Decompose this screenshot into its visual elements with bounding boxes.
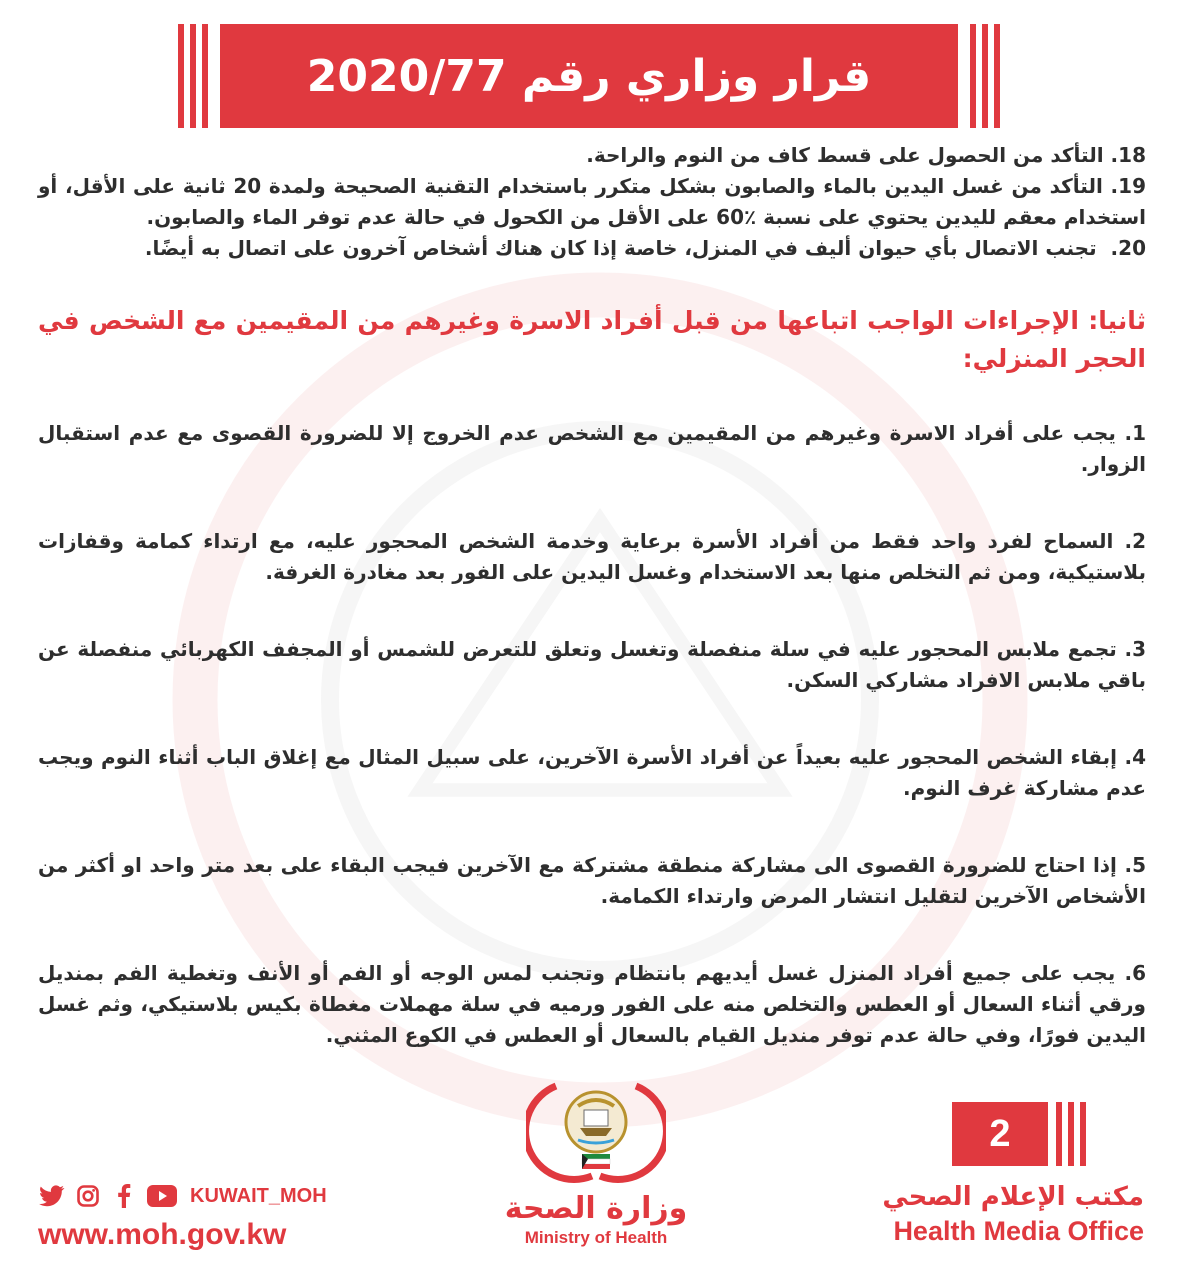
title-banner — [178, 24, 1000, 128]
office-name-en: Health Media Office — [893, 1216, 1144, 1246]
list-item: 6. يجب على جميع أفراد المنزل غسل أيديهم بانتظام وتجنب لمس الوجه أو الفم أو الأنف وتغطية الفم بمنديل ورقي أثناء السعال أو العطس والتخلص منه على الفور ورميه في سلة مهملات مغطاة بكيس بلاستيكي، وثم غسل اليدين فورًا، وفي حالة عدم توفر منديل القيام بالسعال أو العطس في الكوع المثني. — [38, 961, 1147, 1047]
ministry-name-ar: وزارة الصحة — [504, 1191, 688, 1226]
list-item: 19. التأكد من غسل اليدين بالماء والصابون بشكل متكرر باستخدام التقنية الصحيحة ولمدة 20 ثانية على الأقل، أو استخدام معقم لليدين يحتوي على نسبة ٪60 على الأقل من الكحول في حالة عدم توفر الماء والصابون. — [38, 174, 1146, 229]
list-item: 2. السماح لفرد واحد فقط من أفراد الأسرة برعاية وخدمة الشخص المحجور عليه، مع ارتداء كمامة وقفازات بلاستيكية، ومن ثم التخلص منها بعد الاستخدام وغسل اليدين على الفور بعد مغادرة الغرفة. — [38, 529, 1146, 584]
list-item: 20. تجنب الاتصال بأي حيوان أليف في المنزل، خاصة إذا كان هناك أشخاص آخرون على اتصال به أيضًا. — [144, 236, 1146, 260]
page-stripes — [1056, 1102, 1086, 1166]
office-name-ar: مكتب الإعلام الصحي — [882, 1182, 1144, 1212]
list-item: 4. إبقاء الشخص المحجور عليه بعيداً عن أفراد الأسرة الآخرين، على سبيل المثال مع إغلاق الباب أثناء النوم ويجب عدم مشاركة غرف النوم. — [38, 745, 1146, 800]
page-title: قرار وزاري رقم 2020/77 — [220, 24, 958, 128]
twitter-icon[interactable] — [38, 1182, 66, 1210]
banner-stripes-left — [178, 24, 208, 128]
ministry-emblem — [526, 1072, 666, 1184]
page-number: 2 — [952, 1102, 1048, 1166]
decree-content — [38, 140, 1146, 1051]
list-item: 1. يجب على أفراد الاسرة وغيرهم من المقيمين مع الشخص عدم الخروج إلا للضرورة القصوى مع عدم استقبال الزوار. — [38, 421, 1146, 476]
social-handle[interactable]: KUWAIT_MOH — [190, 1184, 327, 1207]
instagram-icon[interactable] — [74, 1182, 102, 1210]
youtube-icon[interactable] — [146, 1182, 178, 1210]
points-top-list — [38, 140, 1146, 264]
list-item: 3. تجمع ملابس المحجور عليه في سلة منفصلة وتغسل وتعلق للتعرض للشمس أو المجفف الكهربائي منفصلة عن باقي ملابس الافراد مشاركي السكن. — [38, 637, 1146, 692]
page-indicator — [952, 1102, 1142, 1166]
banner-stripes-right — [970, 24, 1000, 128]
ministry-branding — [486, 1072, 706, 1248]
section-heading: ثانيا: الإجراءات الواجب اتباعها من قبل أفراد الاسرة وغيرهم من المقيمين مع الشخص في الحجر المنزلي: — [38, 306, 1146, 373]
social-links — [38, 1178, 328, 1214]
list-item: 5. إذا احتاج للضرورة القصوى الى مشاركة منطقة مشتركة مع الآخرين فيجب البقاء على بعد متر واحد او أكثر من الأشخاص الآخرين لتقليل انتشار المرض وارتداء الكمامة. — [38, 853, 1146, 908]
ministry-name-en: Ministry of Health — [524, 1228, 668, 1247]
footer-contact — [38, 1178, 328, 1252]
list-item: 18. التأكد من الحصول على قسط كاف من النوم والراحة. — [586, 143, 1146, 167]
facebook-icon[interactable] — [110, 1182, 138, 1210]
website-link[interactable]: www.moh.gov.kw — [38, 1218, 287, 1251]
